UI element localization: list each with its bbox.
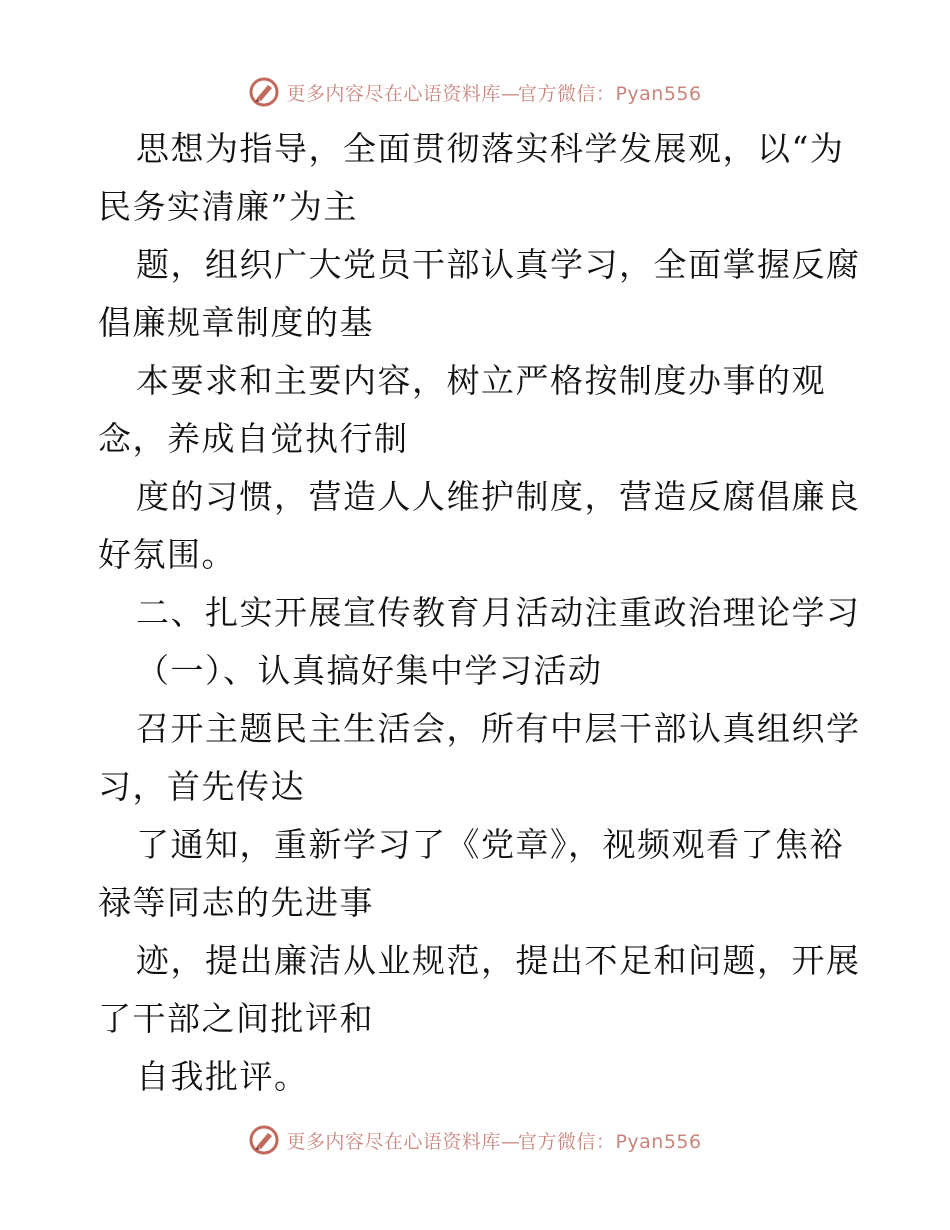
body-text-line: 民务实清廉”为主 bbox=[98, 187, 358, 226]
body-text-line: 迹，提出廉洁从业规范，提出不足和问题，开展 bbox=[136, 941, 861, 980]
body-text-line: 习，首先传达 bbox=[98, 767, 305, 806]
body-text-line: 度的习惯，营造人人维护制度，营造反腐倡廉良 bbox=[136, 477, 861, 516]
body-text-line: 倡廉规章制度的基 bbox=[98, 303, 374, 342]
document-body bbox=[98, 120, 861, 1106]
body-text-line: 召开主题民主生活会，所有中层干部认真组织学 bbox=[136, 709, 861, 748]
header-watermark bbox=[0, 72, 950, 112]
body-text-line: 禄等同志的先进事 bbox=[98, 883, 374, 922]
body-text-line: 本要求和主要内容，树立严格按制度办事的观 bbox=[136, 361, 826, 400]
body-text-line: 思想为指导，全面贯彻落实科学发展观，以“为 bbox=[136, 129, 845, 168]
footer-watermark bbox=[0, 1120, 950, 1160]
watermark-text: 更多内容尽在心语资料库—官方微信：Pyan556 bbox=[286, 82, 702, 105]
quill-seal-logo-icon bbox=[248, 76, 280, 108]
body-text-line: 二、扎实开展宣传教育月活动注重政治理论学习 bbox=[136, 593, 861, 632]
body-text-line: 了通知，重新学习了《党章》，视频观看了焦裕 bbox=[136, 825, 844, 864]
body-text-line: 好氛围。 bbox=[98, 535, 236, 574]
body-text-line: 自我批评。 bbox=[136, 1057, 309, 1096]
watermark-text: 更多内容尽在心语资料库—官方微信：Pyan556 bbox=[286, 1130, 702, 1153]
body-text-line: 题，组织广大党员干部认真学习，全面掌握反腐 bbox=[136, 245, 861, 284]
body-text-line: （一）、认真搞好集中学习活动 bbox=[136, 651, 603, 690]
body-text-line: 念，养成自觉执行制 bbox=[98, 419, 409, 458]
body-text-line: 了干部之间批评和 bbox=[98, 999, 374, 1038]
quill-seal-logo-icon bbox=[248, 1124, 280, 1156]
